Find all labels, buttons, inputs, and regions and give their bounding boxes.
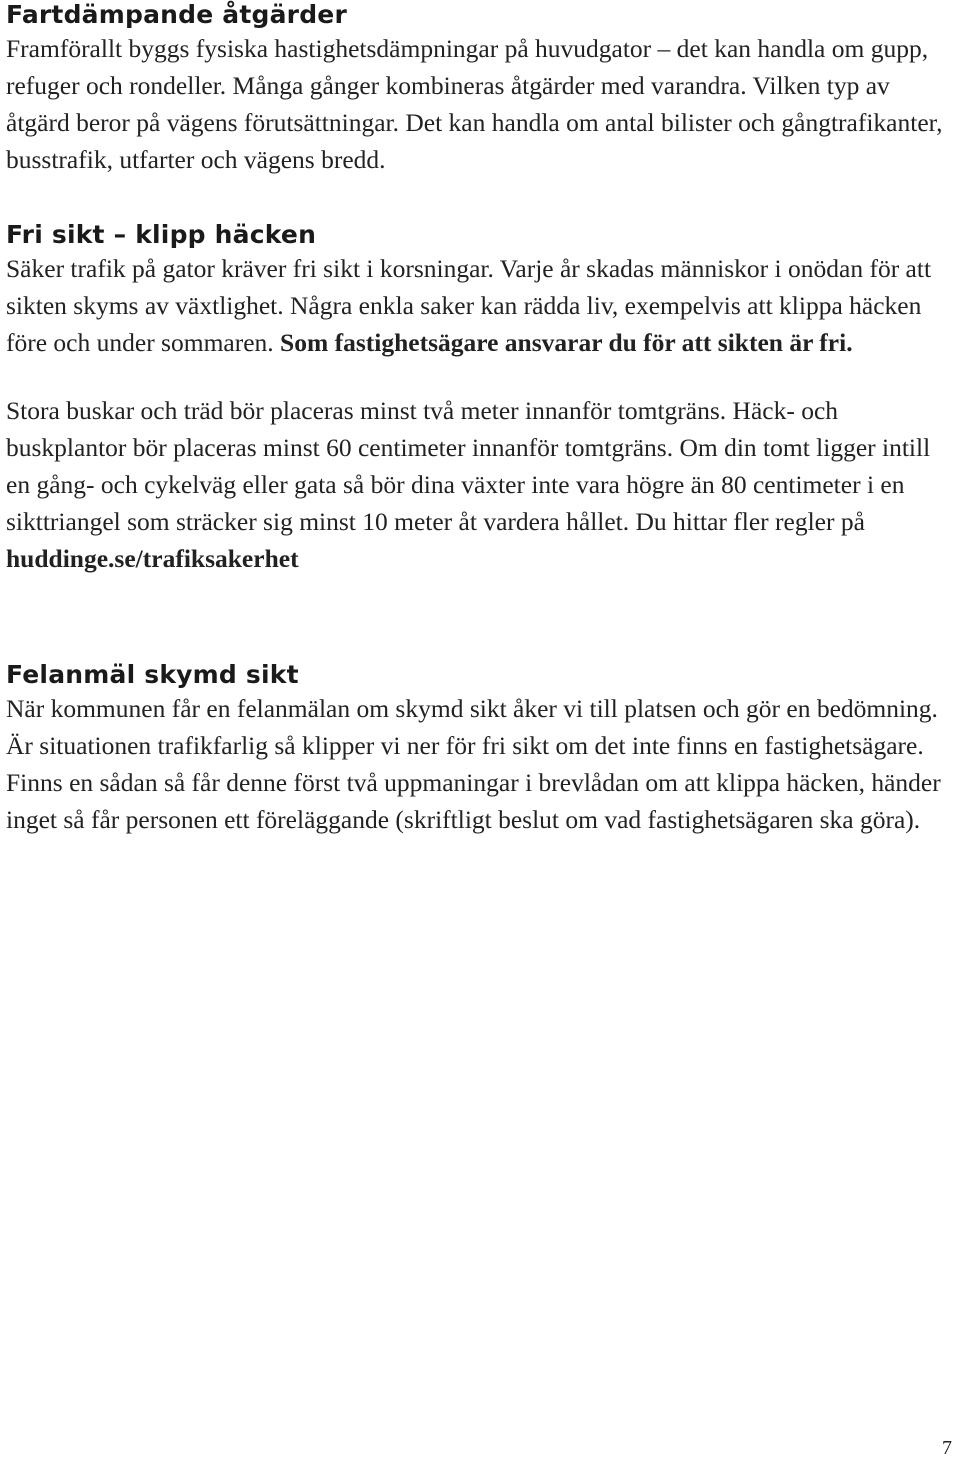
section-report-obstruction (6, 660, 956, 838)
section-paragraph (6, 250, 956, 361)
section-paragraph: Framförallt byggs fysiska hastighetsdämpningar på huvudgator – det kan handla om gupp, refuger och rondeller. Många gånger kombineras åtgärder med varandra. Vilken typ av åtgärd beror på vägens förutsättningar. Det kan handla om antal bilister och gångtrafikanter, busstrafik, utfarter och vägens bredd. (6, 34, 943, 174)
paragraph-text: Säker trafik på gator kräver fri sikt i korsningar. Varje år skadas människor i onödan för att sikten skyms av växtlighet. Några enkla saker kan rädda liv, exempelvis att klippa häcken före och under sommaren. (6, 254, 932, 357)
section-paragraph (6, 392, 956, 577)
section-heading: Felanmäl skymd sikt (6, 660, 299, 689)
section-clear-view (6, 220, 956, 577)
section-heading: Fri sikt – klipp häcken (6, 220, 317, 249)
website-link[interactable]: huddinge.se/trafiksakerhet (6, 544, 299, 573)
page-number: 7 (942, 1437, 952, 1459)
section-heading: Fartdämpande åtgärder (6, 0, 347, 29)
section-speed-measures (6, 0, 956, 178)
paragraph-text: Stora buskar och träd bör placeras minst två meter innanför tomtgräns. Häck- och buskplantor bör placeras minst 60 centimeter innanför tomtgräns. Om din tomt ligger intill en gång- och cykelväg eller gata så bör dina växter inte vara högre än 80 centimeter i en sikttriangel som sträcker sig minst 10 meter åt vardera hållet. Du hittar fler regler på (6, 396, 931, 536)
section-paragraph: När kommunen får en felanmälan om skymd sikt åker vi till platsen och gör en bedömning. Är situationen trafikfarlig så klipper vi ner för fri sikt om det inte finns en fastighetsägare. Finns en sådan så får denne först två uppmaningar i brevlådan om att klippa häcken, händer inget så får personen ett föreläggande (skriftligt beslut om vad fastighetsägaren ska göra). (6, 694, 941, 834)
emphasis-text: Som fastighetsägare ansvarar du för att sikten är fri. (280, 328, 853, 357)
